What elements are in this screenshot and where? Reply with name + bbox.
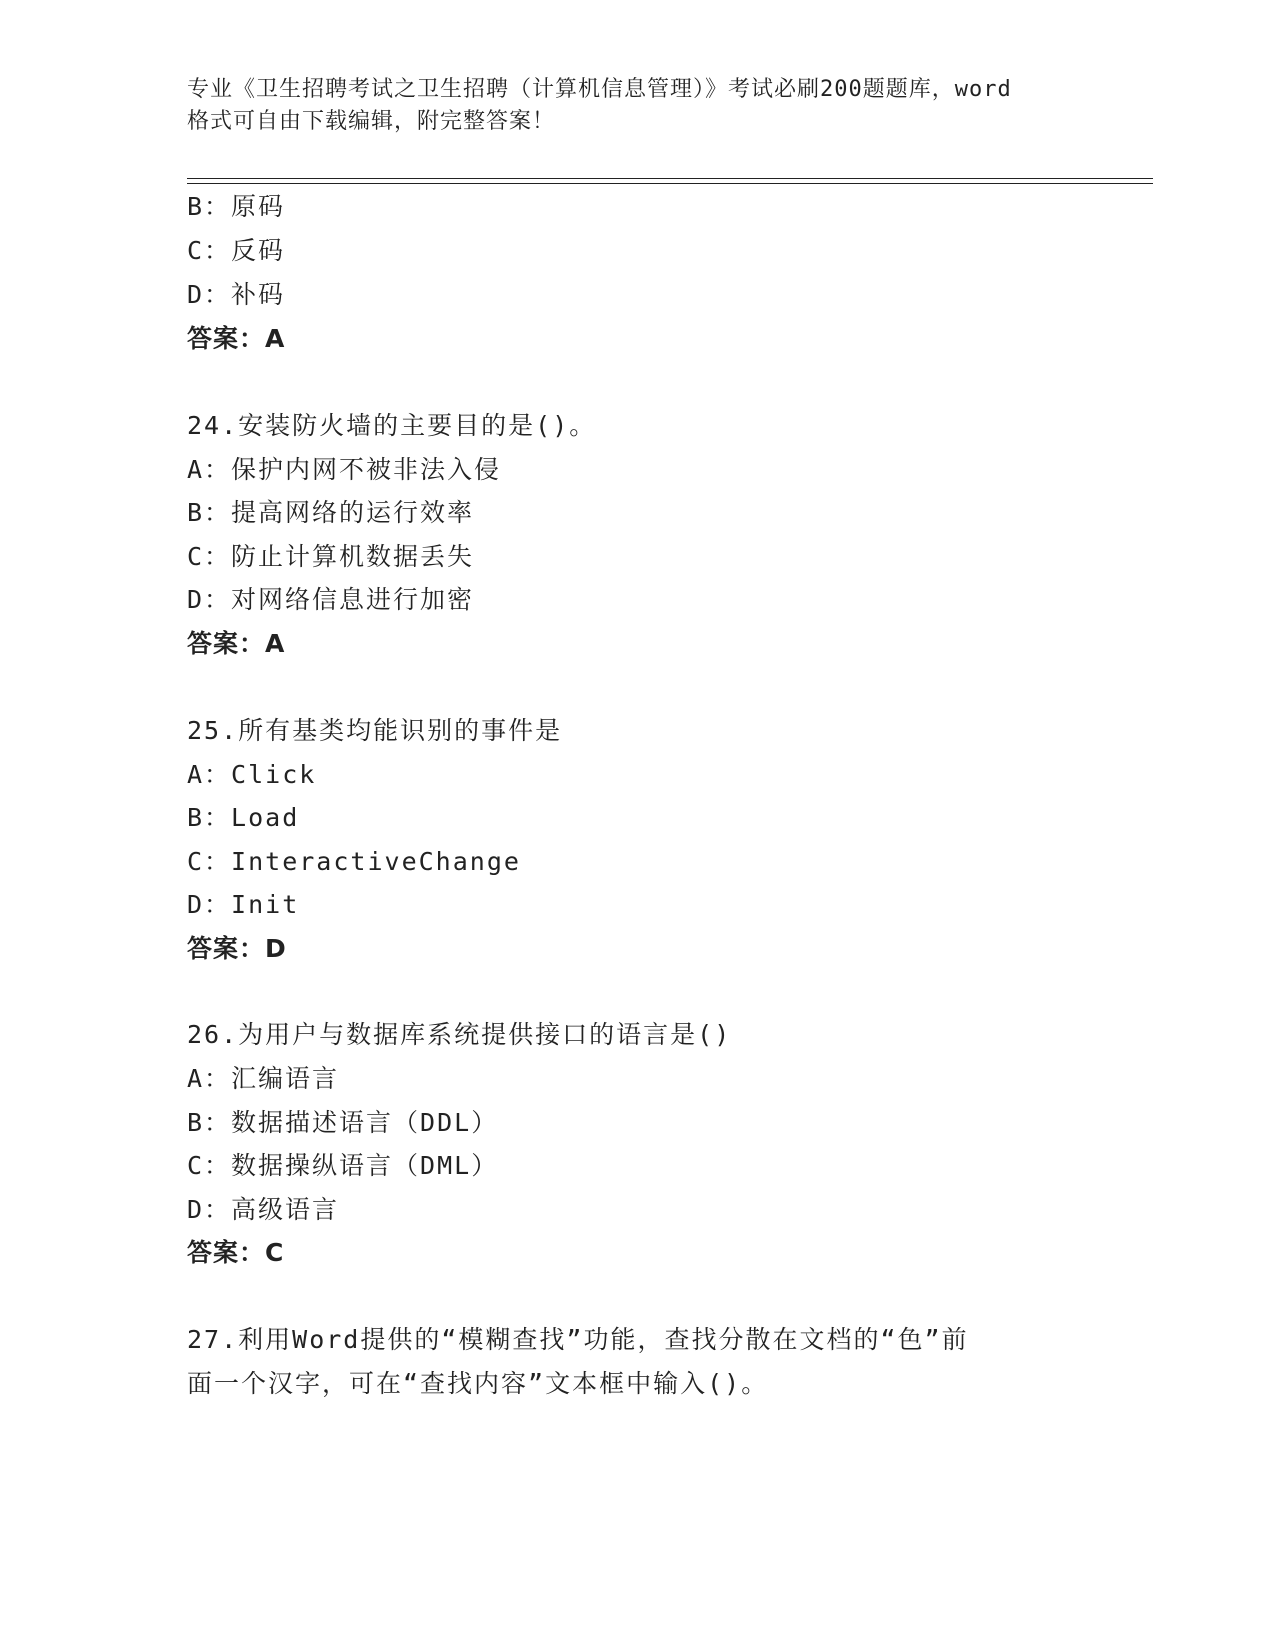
option-a: A：Click <box>187 760 317 789</box>
answer: 答案：C <box>187 1238 285 1267</box>
option-c: C：防止计算机数据丢失 <box>187 542 475 571</box>
question-stem: 24.安装防火墙的主要目的是()。 <box>187 411 597 440</box>
option-c: C：数据操纵语言（DML） <box>187 1151 499 1180</box>
option-a: A：汇编语言 <box>187 1064 340 1093</box>
option-a: A：保护内网不被非法入侵 <box>187 455 502 484</box>
option-d: D：高级语言 <box>187 1195 340 1224</box>
question-stem: 26.为用户与数据库系统提供接口的语言是() <box>187 1020 732 1049</box>
question-stem-line-2: 面一个汉字，可在“查找内容”文本框中输入()。 <box>187 1369 769 1398</box>
option-d: D：Init <box>187 890 300 919</box>
option-b: B：数据描述语言（DDL） <box>187 1108 499 1137</box>
document-header <box>187 74 1087 138</box>
option-c: C：InteractiveChange <box>187 847 521 876</box>
question-stem-line-1: 27.利用Word提供的“模糊查找”功能，查找分散在文档的“色”前 <box>187 1325 969 1354</box>
option-b: B：原码 <box>187 192 286 221</box>
answer: 答案：A <box>187 629 286 658</box>
option-c: C：反码 <box>187 236 286 265</box>
question-stem: 25.所有基类均能识别的事件是 <box>187 716 563 745</box>
answer: 答案：D <box>187 934 287 963</box>
header-line-1: 专业《卫生招聘考试之卫生招聘（计算机信息管理）》考试必刷200题题库，word <box>187 77 1012 102</box>
answer: 答案：A <box>187 324 286 353</box>
option-d: D：补码 <box>187 280 286 309</box>
header-line-2: 格式可自由下载编辑，附完整答案！ <box>187 109 556 134</box>
option-b: B：Load <box>187 803 300 832</box>
option-b: B：提高网络的运行效率 <box>187 498 475 527</box>
header-rule-top <box>187 178 1153 179</box>
option-d: D：对网络信息进行加密 <box>187 585 475 614</box>
header-rule-bottom <box>187 183 1153 184</box>
